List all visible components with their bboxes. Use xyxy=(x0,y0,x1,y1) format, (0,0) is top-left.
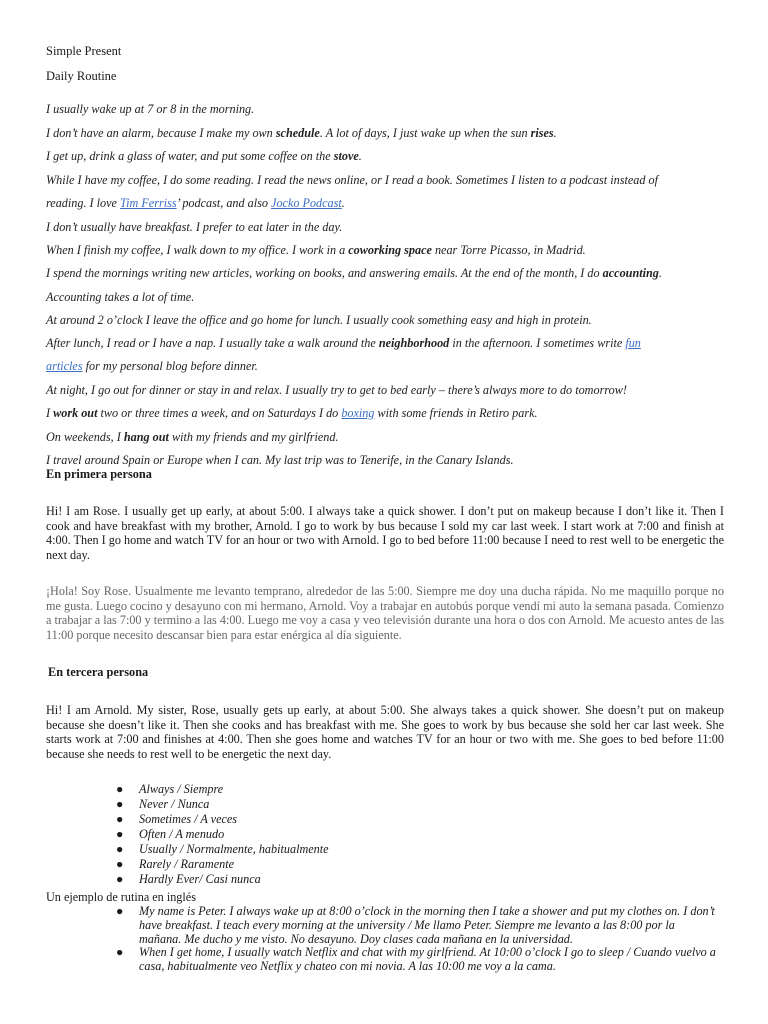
list-item: ● Rarely / Raramente xyxy=(116,857,234,871)
routine-line: I get up, drink a glass of water, and put some coffee on the stove. xyxy=(46,149,362,163)
page-title: Simple Present xyxy=(46,44,122,58)
list-item: ● When I get home, I usually watch Netflix and chat with my girlfriend. At 10:00 o’clock I go to sleep / Cuando vuelvo a casa, habitualmente veo Netflix y chateo con mi novia. A las 10:00 me voy a la cama. xyxy=(116,945,716,974)
example-heading: Un ejemplo de rutina en inglés xyxy=(46,890,196,904)
fun-articles-link-cont[interactable]: articles xyxy=(46,359,83,373)
first-person-english: Hi! I am Rose. I usually get up early, at about 5:00. I always take a quick shower. I don’t put on makeup because I don’t like it. Then I cook and have breakfast with my brother, Arnold. I go to work by bus because I sold my car last week. I start work at 7:00 and finish at 4:00. Then I go home and watch TV for an hour or two with Arnold. I go to bed before 11:00 because I need to rest well to be energetic the next day. xyxy=(46,504,724,562)
routine-line: After lunch, I read or I have a nap. I usually take a walk around the neighborhood in the afternoon. I sometimes write fun xyxy=(46,336,641,350)
fun-articles-link[interactable]: fun xyxy=(625,336,641,350)
routine-line: reading. I love Tim Ferriss’ podcast, and also Jocko Podcast. xyxy=(46,196,345,210)
routine-line: While I have my coffee, I do some reading. I read the news online, or I read a book. Sometimes I listen to a podcast instead of xyxy=(46,173,658,187)
list-item: ● My name is Peter. I always wake up at 8:00 o’clock in the morning then I take a shower and put my clothes on. I don’t have breakfast. I teach every morning at the university / Me llamo Peter. Siempre me levanto a las 8:00 por la mañana. Me ducho y me visto. No desayuno. Doy clases cada mañana en la universidad. xyxy=(116,904,715,946)
routine-line: articles for my personal blog before dinner. xyxy=(46,359,258,373)
list-item: ● Hardly Ever/ Casi nunca xyxy=(116,872,261,886)
list-item: ● Usually / Normalmente, habitualmente xyxy=(116,842,329,856)
page-subtitle: Daily Routine xyxy=(46,69,117,83)
first-person-spanish: ¡Hola! Soy Rose. Usualmente me levanto temprano, alrededor de las 5:00. Siempre me doy una ducha rápida. No me maquillo porque no me gusta. Luego cocino y desayuno con mi hermano, Arnold. Voy a trabajar en autobús porque vendí mi auto la semana pasada. Comienzo a trabajar a las 7:00 y termino a las 4:00. Luego me voy a casa y veo televisión durante una hora o dos con Arnold. Me acuesto antes de las 11:00 porque necesito descansar bien para estar enérgica al día siguiente. xyxy=(46,584,724,642)
adverbs-list xyxy=(116,782,329,887)
routine-line: Accounting takes a lot of time. xyxy=(46,290,195,304)
list-item: ● Often / A menudo xyxy=(116,827,225,841)
boxing-link[interactable]: boxing xyxy=(341,406,375,420)
routine-line: I usually wake up at 7 or 8 in the morning. xyxy=(46,102,255,116)
routine-line: When I finish my coffee, I walk down to my office. I work in a coworking space near Torre Picasso, in Madrid. xyxy=(46,243,586,257)
first-person-heading: En primera persona xyxy=(46,467,152,481)
list-item: ● Sometimes / A veces xyxy=(116,812,238,826)
list-item: ● Never / Nunca xyxy=(116,797,210,811)
third-person-english: Hi! I am Arnold. My sister, Rose, usually gets up early, at about 5:00. She always takes a quick shower. She doesn’t put on makeup because she doesn’t like it. Then she cooks and has breakfast with me. She goes to work by bus because she sold her car last week. She starts work at 7:00 and finishes at 4:00. Then she goes home and watches TV for an hour or two with me. She goes to bed before 11:00 because she needs to rest well to be energetic the next day. xyxy=(46,703,724,761)
example-list xyxy=(116,905,716,974)
routine-line: I work out two or three times a week, and on Saturdays I do boxing with some friends in Retiro park. xyxy=(46,406,538,420)
tim-ferriss-link[interactable]: Tim Ferriss xyxy=(120,196,177,210)
routine-line: I travel around Spain or Europe when I can. My last trip was to Tenerife, in the Canary Islands. xyxy=(46,453,514,467)
list-item: ● Always / Siempre xyxy=(116,782,224,796)
routine-line: I don’t usually have breakfast. I prefer to eat later in the day. xyxy=(46,220,343,234)
routine-line: At around 2 o’clock I leave the office and go home for lunch. I usually cook something easy and high in protein. xyxy=(46,313,592,327)
routine-line: I don’t have an alarm, because I make my own schedule. A lot of days, I just wake up when the sun rises. xyxy=(46,126,557,140)
jocko-podcast-link[interactable]: Jocko Podcast xyxy=(271,196,342,210)
routine-line: On weekends, I hang out with my friends and my girlfriend. xyxy=(46,430,339,444)
routine-line: I spend the mornings writing new articles, working on books, and answering emails. At the end of the month, I do accounting. xyxy=(46,266,662,280)
third-person-heading: En tercera persona xyxy=(48,665,149,679)
routine-line: At night, I go out for dinner or stay in and relax. I usually try to get to bed early – there’s always more to do tomorrow! xyxy=(46,383,627,397)
